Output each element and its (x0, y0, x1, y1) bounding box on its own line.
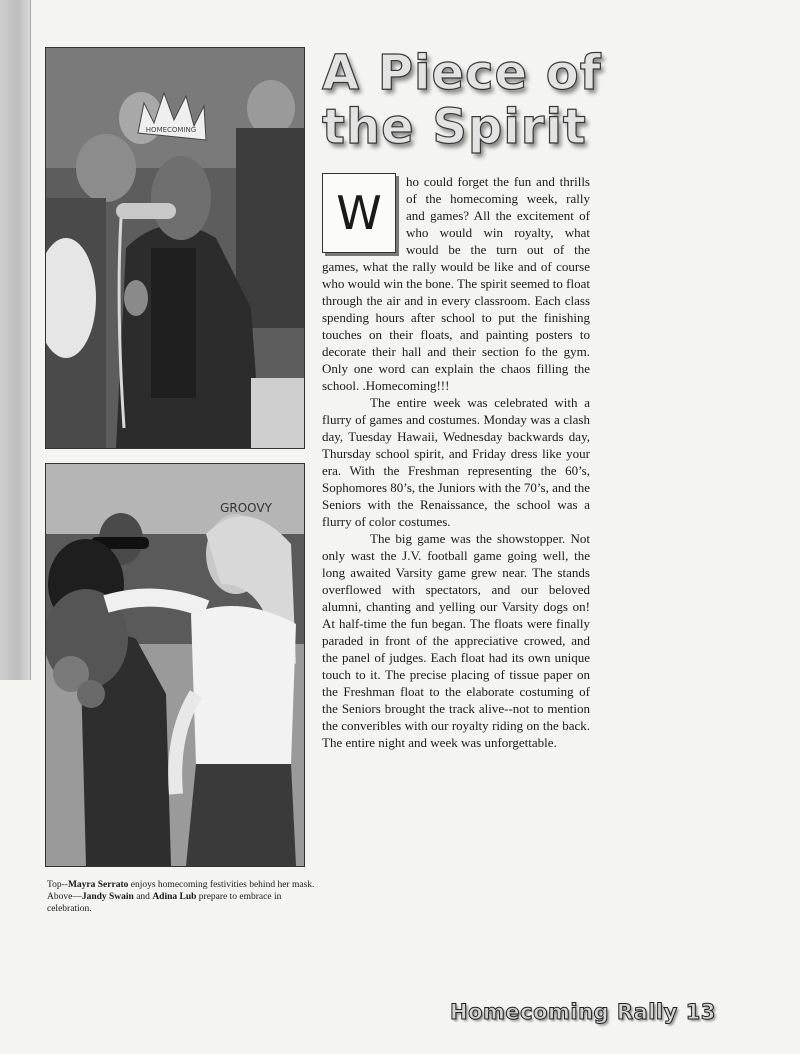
page-title (322, 46, 702, 154)
article-body (322, 173, 590, 751)
title-line-2: the Spirit (322, 99, 587, 155)
photo-embrace (45, 463, 305, 867)
photo-caption: Top--Mayra Serrato enjoys homecoming festivities behind her mask. Above—Jandy Swain and Adina Lub prepare to embrace in celebration. (47, 880, 315, 914)
caption-name-mayra: Mayra Serrato (67, 880, 129, 890)
photo-mask-crown (45, 47, 305, 449)
banner-text: GROOVY (220, 501, 272, 515)
paragraph-1: W ho could forget the fun and thrills of the homecoming week, rally and games? All the excitement of who would win royalty, what would be the turn out of the games, what the rally would be like and of course who would win the bone. The spirit seemed to float through the air and in every classroom. Each class spending hours after school to put the finishing touches on their floats, and painting posters to decorate their hall and their section fo the gym. Only one word can explain the chaos filling the school. .Homecoming!!! (322, 174, 590, 393)
caption-name-jandy: Jandy Swain (81, 892, 134, 902)
paragraph-3: The big game was the showstopper. Not only wast the J.V. football game going well, the long awaited Varsity game grew near. The stands overflowed with spectators, and our beloved alumni, chanting and yelling our Varsity dogs on! At half-time the fun began. The floats were finally paraded in front of the appreciative crowed, and the panel of judges. Each float had its own unique touch to it. The precise placing of tissue paper on the Freshman float to the elaborate costuming of the Seniors brought the track alive--not to mention the converibles with our royalty riding on the back. The entire night and week was unforgettable. (322, 531, 590, 750)
paragraph-2: The entire week was celebrated with a flurry of games and costumes. Monday was a clash day, Tuesday Hawaii, Wednesday backwards day, Thursday school spirit, and Friday dress like your era. With the Freshman representing the 60’s, Sophomores 80’s, the Juniors with the 70’s, and the Seniors with the Renaissance, the school was a flurry of color costumes. (322, 395, 590, 529)
drop-cap: W (322, 173, 396, 253)
adjacent-page-edge (0, 0, 31, 680)
title-line-1: A Piece of (322, 45, 602, 101)
caption-name-adina: Adina Lub (152, 892, 197, 902)
page-footer: Homecoming Rally 13 (450, 1000, 716, 1024)
crown-text: HOMECOMING (145, 126, 197, 134)
